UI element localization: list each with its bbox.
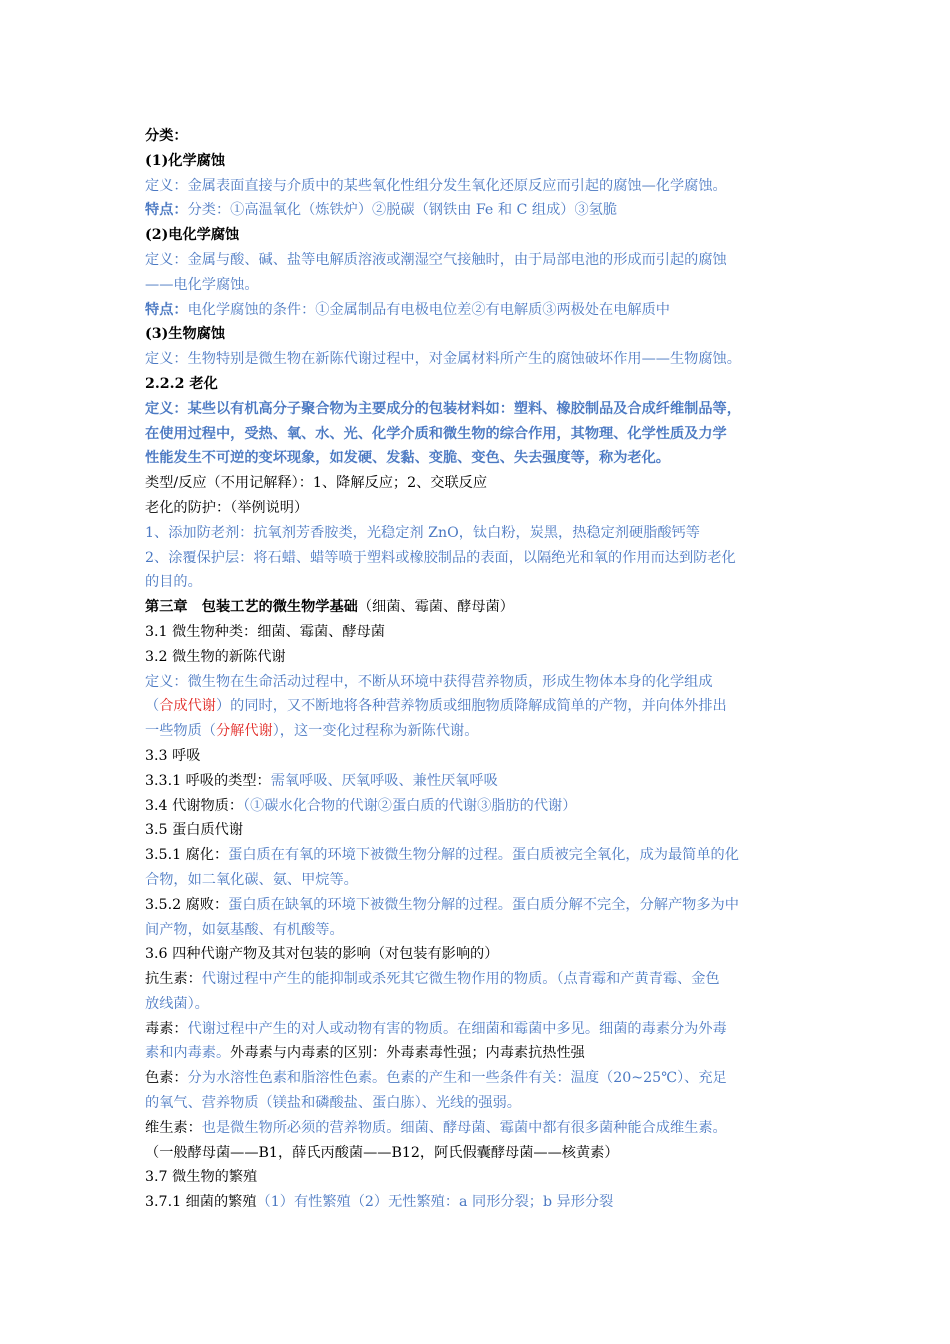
text-segment: 分为水溶性色素和脂溶性色素。色素的产生和一些条件有关：温度（20~25℃）、充足 — [187, 1070, 727, 1087]
text-line — [145, 694, 825, 719]
text-segment: 3.7.1 细菌的繁殖 — [145, 1194, 257, 1211]
text-line — [145, 471, 825, 496]
text-segment: 定义：金属与酸、碱、盐等电解质溶液或潮湿空气接触时，由于局部电池的形成而引起的腐蚀 — [145, 251, 727, 268]
text-line — [145, 198, 825, 223]
text-segment: 分解代谢 — [215, 723, 273, 740]
text-line — [145, 298, 825, 323]
text-segment: （细菌、霉菌、酵母菌） — [357, 599, 514, 616]
text-segment: 特点： — [145, 202, 188, 219]
text-segment: ——电化学腐蚀。 — [145, 276, 259, 293]
text-line — [145, 521, 825, 546]
text-line — [145, 918, 825, 943]
text-line — [145, 273, 825, 298]
text-line — [145, 670, 825, 695]
text-line — [145, 446, 825, 471]
text-segment: 合成代谢 — [159, 698, 216, 715]
text-segment: ），这一变化过程称为新陈代谢。 — [272, 723, 479, 740]
text-segment: 3.6 四种代谢产物及其对包装的影响（对包装有影响的） — [145, 946, 499, 963]
text-line — [145, 372, 825, 397]
text-line — [145, 595, 825, 620]
text-line — [145, 967, 825, 992]
text-line — [145, 893, 825, 918]
text-line — [145, 794, 825, 819]
text-segment: 放线菌）。 — [145, 995, 209, 1012]
text-segment: 3.5.2 腐败： — [145, 896, 229, 913]
text-segment: 性能发生不可逆的变坏现象，如发硬、发黏、变脆、变色、失去强度等，称为老化。 — [145, 450, 670, 467]
text-segment: 代谢过程中产生的能抑制或杀死其它微生物作用的物质。（点青霉和产黄青霉、金色 — [201, 971, 720, 988]
text-segment: （ — [145, 698, 160, 715]
text-segment: 分类：①高温氧化（炼铁炉）②脱碳（钢铁由 Fe 和 C 组成）③氢脆 — [187, 202, 618, 219]
text-segment: 合物，如二氧化碳、氨、甲烷等。 — [145, 871, 358, 888]
text-line — [145, 570, 825, 595]
text-line — [145, 1066, 825, 1091]
text-line — [145, 992, 825, 1017]
text-line — [145, 322, 825, 347]
text-segment: 3.4 代谢物质： — [145, 797, 244, 814]
text-segment: 3.3.1 呼吸的类型： — [145, 772, 271, 789]
text-line — [145, 422, 825, 447]
text-line — [145, 818, 825, 843]
text-segment: 维生素： — [145, 1119, 202, 1136]
text-segment: 外毒素与内毒素的区别：外毒素毒性强；内毒素抗热性强 — [230, 1045, 585, 1062]
text-segment: 3.7 微生物的繁殖 — [145, 1169, 258, 1186]
text-segment: (2)电化学腐蚀 — [145, 227, 240, 244]
text-segment: 也是微生物所必须的营养物质。细菌、酵母菌、霉菌中都有很多菌种能合成维生素。 — [201, 1119, 727, 1136]
text-segment: 3.3 呼吸 — [145, 747, 201, 764]
text-segment: 代谢过程中产生的对人或动物有害的物质。在细菌和霉菌中多见。细菌的毒素分为外毒 — [187, 1020, 727, 1037]
text-line — [145, 620, 825, 645]
text-segment: ）的同时，又不断地将各种营养物质或细胞物质降解成简单的产物，并向体外排出 — [215, 698, 727, 715]
text-segment: 3.5.1 腐化： — [145, 847, 229, 864]
text-segment: 定义：某些以有机高分子聚合物为主要成分的包装材料如：塑料、橡胶制品及合成纤维制品等， — [145, 400, 741, 417]
text-line — [145, 149, 825, 174]
document-body — [145, 124, 825, 1215]
text-segment: （一般酵母菌——B1，薛氏丙酸菌——B12，阿氏假囊酵母菌——核黄素） — [145, 1144, 619, 1161]
text-line — [145, 174, 825, 199]
text-line — [145, 1141, 825, 1166]
text-line — [145, 744, 825, 769]
text-segment: 定义：微生物在生命活动过程中，不断从环境中获得营养物质，形成生物体本身的化学组成 — [145, 673, 713, 690]
text-segment: 特点： — [145, 301, 188, 318]
text-segment: 类型/反应（不用记解释）：1、降解反应；2、交联反应 — [145, 475, 488, 492]
text-segment: 一些物质（ — [145, 723, 216, 740]
text-segment: 需氧呼吸、厌氧呼吸、兼性厌氧呼吸 — [270, 772, 498, 789]
text-line — [145, 124, 825, 149]
text-line — [145, 1116, 825, 1141]
text-line — [145, 868, 825, 893]
text-line — [145, 347, 825, 372]
text-segment: 色素： — [145, 1070, 188, 1087]
text-segment: 分类： — [145, 128, 188, 144]
text-segment: 3.2 微生物的新陈代谢 — [145, 648, 286, 665]
text-line — [145, 942, 825, 967]
text-line — [145, 1041, 825, 1066]
text-segment: 的氧气、营养物质（镁盐和磷酸盐、蛋白胨）、光线的强弱。 — [145, 1095, 521, 1112]
text-segment: 1、添加防老剂：抗氧剂芳香胺类，光稳定剂 ZnO，钛白粉，炭黑，热稳定剂硬脂酸钙等 — [145, 524, 700, 541]
text-segment: (1)化学腐蚀 — [145, 152, 226, 169]
text-line — [145, 223, 825, 248]
text-line — [145, 397, 825, 422]
text-segment: 在使用过程中，受热、氧、水、光、化学介质和微生物的综合作用，其物理、化学性质及力学 — [145, 425, 727, 442]
text-line — [145, 1017, 825, 1042]
text-segment: 蛋白质在缺氧的环境下被微生物分解的过程。蛋白质分解不完全，分解产物多为中 — [228, 896, 739, 913]
text-segment: 间产物，如氨基酸、有机酸等。 — [145, 921, 344, 938]
text-line — [145, 769, 825, 794]
text-segment: 3.5 蛋白质代谢 — [145, 822, 244, 839]
text-segment: （①碳水化合物的代谢②蛋白质的代谢③脂肪的代谢） — [243, 797, 577, 814]
text-segment: 第三章 包装工艺的微生物学基础 — [145, 599, 358, 616]
text-segment: 电化学腐蚀的条件：①金属制品有电极电位差②有电解质③两极处在电解质中 — [187, 301, 670, 318]
text-segment: 蛋白质在有氧的环境下被微生物分解的过程。蛋白质被完全氧化，成为最简单的化 — [228, 847, 739, 864]
text-segment: 老化的防护：（举例说明） — [145, 499, 309, 516]
text-line — [145, 1165, 825, 1190]
text-line — [145, 546, 825, 571]
text-segment: 2、涂覆保护层：将石蜡、蜡等喷于塑料或橡胶制品的表面，以隔绝光和氧的作用而达到防老化 — [145, 549, 736, 566]
text-segment: 定义：金属表面直接与介质中的某些氧化性组分发生氧化还原反应而引起的腐蚀—化学腐蚀。 — [145, 177, 727, 194]
text-segment: 素和内毒素。 — [145, 1045, 231, 1062]
text-segment: （1）有性繁殖（2）无性繁殖：a 同形分裂；b 异形分裂 — [256, 1194, 614, 1211]
text-segment: 定义：生物特别是微生物在新陈代谢过程中，对金属材料所产生的腐蚀破坏作用——生物腐蚀。 — [145, 351, 741, 368]
text-line — [145, 645, 825, 670]
text-line — [145, 248, 825, 273]
text-line — [145, 843, 825, 868]
text-line — [145, 496, 825, 521]
text-line — [145, 1190, 825, 1215]
text-segment: 的目的。 — [145, 574, 202, 591]
text-segment: (3)生物腐蚀 — [145, 326, 226, 343]
text-segment: 3.1 微生物种类：细菌、霉菌、酵母菌 — [145, 623, 385, 640]
text-segment: 毒素： — [145, 1020, 188, 1037]
text-line — [145, 719, 825, 744]
text-line — [145, 1091, 825, 1116]
text-segment: 抗生素： — [145, 971, 202, 988]
text-segment: 2.2.2 老化 — [145, 375, 218, 392]
